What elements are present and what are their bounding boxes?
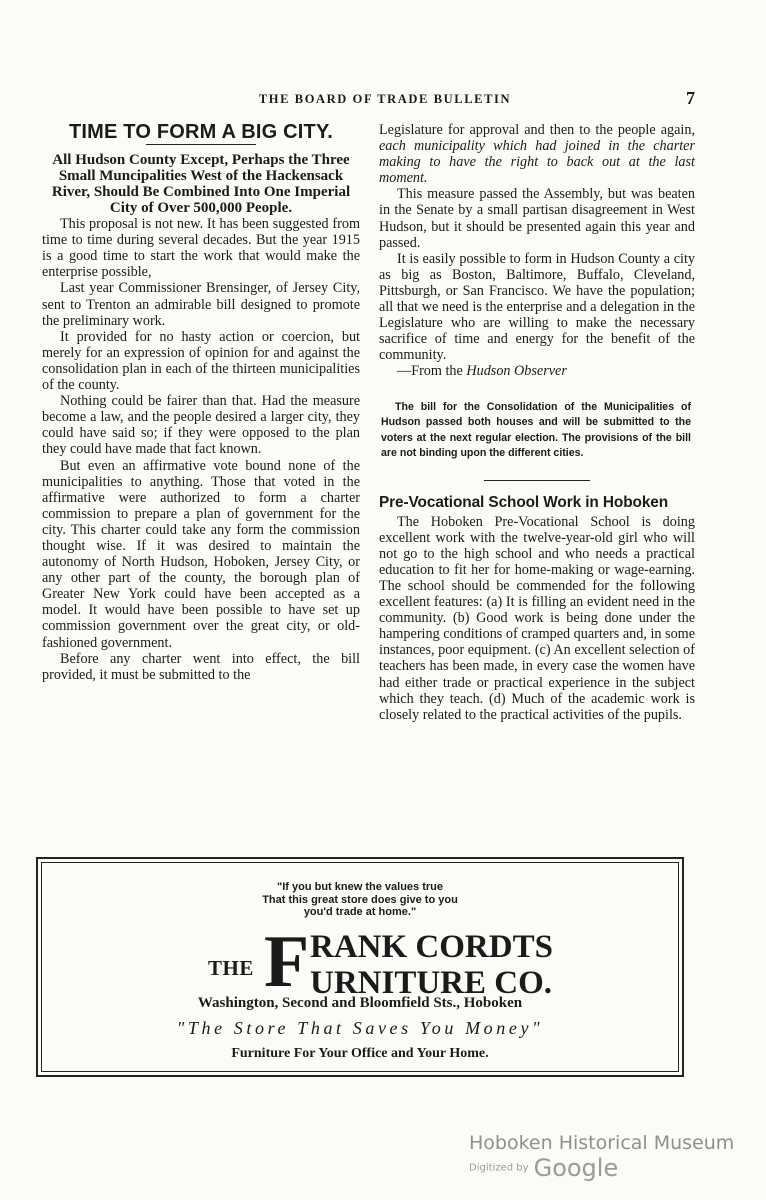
paragraph: The Hoboken Pre-Vocational School is doing excellent work with the twelve-year-old girl who will not go to the high school and who needs a practical education to fit her for home-making or wage-earning. The school should be commended for the following excellent features: (a) It is filling an evident need in the community. (b) Good work is being done under the hampering conditions of cramped quarters and, in some instances, poor equipment. (c) An excellent selection of teachers has been made, in every case the women have had either trade or practical experience in the subject which they teach. (d) Much of the academic work is closely related to the practical activities of the pupils. bbox=[379, 513, 695, 723]
ad-quote-line: That this great store does give to you bbox=[262, 893, 458, 906]
continued-italic: each municipality which had joined in the charter making to have the right to back out at the last moment. bbox=[379, 138, 695, 187]
museum-watermark: Hoboken Historical Museum bbox=[469, 1132, 735, 1154]
paragraph: This proposal is not new. It has been suggested from time to time during several decades. But the year 1915 is a good time to start the work that would make the enterprise possible, bbox=[42, 216, 360, 281]
ad-slogan: "The Store That Saves You Money" bbox=[176, 1018, 544, 1038]
paragraph: This measure passed the Assembly, but was beaten in the Senate by a small partisan disagreement in West Hudson, but it should be presented again this year and passed. bbox=[379, 186, 695, 251]
left-column bbox=[42, 122, 360, 683]
page-number: 7 bbox=[686, 88, 695, 108]
paragraph: Last year Commissioner Brensinger, of Jersey City, sent to Trenton an admirable bill designed to promote the preliminary work. bbox=[42, 280, 360, 329]
right-column bbox=[379, 122, 695, 723]
digitized-label: Digitized by bbox=[469, 1162, 529, 1174]
credit-source: Hudson Observer bbox=[466, 363, 567, 380]
ad-address: Washington, Second and Bloomfield Sts., Hoboken bbox=[197, 995, 523, 1011]
paragraph: It is easily possible to form in Hudson County a city as big as Boston, Baltimore, Buffalo, Cleveland, Pittsburgh, or San Francisco. We have the population; all that we need is the enterprise and a delegation in the Legislature who are willing to make the necessary sacrifice of time and energy for the benefit of the community. bbox=[379, 250, 695, 364]
continued-text: Legislature for approval and then to the people again, bbox=[379, 122, 695, 138]
section-rule bbox=[484, 480, 590, 481]
continued-paragraph bbox=[379, 122, 695, 186]
ad-tagline: Furniture For Your Office and Your Home. bbox=[231, 1046, 489, 1061]
furniture-advertisement bbox=[36, 857, 684, 1077]
consolidation-note: The bill for the Consolidation of the Municipalities of Hudson passed both houses and will be submitted to the voters at the next regular election. The provisions of the bill are not binding upon the different cities. bbox=[381, 400, 691, 459]
ad-quote-line: "If you but knew the values true bbox=[277, 881, 443, 893]
paragraph: Before any charter went into effect, the bill provided, it must be submitted to the bbox=[42, 650, 360, 683]
paragraph: Nothing could be fairer than that. Had the measure become a law, and the people desired a larger city, they could have said so; if they were opposed to the plan they could have made that fact known. bbox=[42, 393, 360, 458]
paragraph: It provided for no hasty action or coercion, but merely for an expression of opinion for and against the consolidation plan in each of the thirteen municipalities of the county. bbox=[42, 328, 360, 394]
title-rule bbox=[146, 144, 256, 145]
article-subheading: All Hudson County Except, Perhaps the Three Small Muncipalities West of the Hackensack River, Should Be Combined Into One Imperial City of Over 500,000 People. bbox=[51, 152, 351, 217]
firm-line-2: URNITURE CO. bbox=[310, 965, 553, 1001]
source-credit bbox=[379, 363, 695, 379]
running-title: THE BOARD OF TRADE BULLETIN bbox=[258, 92, 512, 106]
paragraph: But even an affirmative vote bound none of the municipalities to anything. Those that voted in the affirmative were authorized to form a charter commission to prepare a plan of government for the city. This charter could take any form the commission thought wise. If it was desired to maintain the autonomy of North Hudson, Hoboken, Jersey City, or any other part of the county, the borough plan of Greater New York could have been accepted as a model. It would have been possible to have set up commission government over the great city, or old-fashioned government. bbox=[42, 457, 360, 651]
digitized-watermark bbox=[469, 1154, 618, 1182]
ad-quote bbox=[42, 881, 678, 919]
ad-quote-line: you'd trade at home." bbox=[303, 906, 417, 918]
credit-prefix: —From the bbox=[397, 363, 463, 380]
google-logo: Google bbox=[533, 1154, 619, 1182]
article-title: TIME TO FORM A BIG CITY. bbox=[68, 121, 334, 143]
article-title-2: Pre-Vocational School Work in Hoboken bbox=[379, 493, 669, 511]
firm-line-1: RANK CORDTS bbox=[310, 929, 553, 965]
firm-initial: F bbox=[264, 921, 310, 1003]
ad-the: THE bbox=[208, 956, 254, 980]
ad-inner-border bbox=[41, 862, 679, 1072]
